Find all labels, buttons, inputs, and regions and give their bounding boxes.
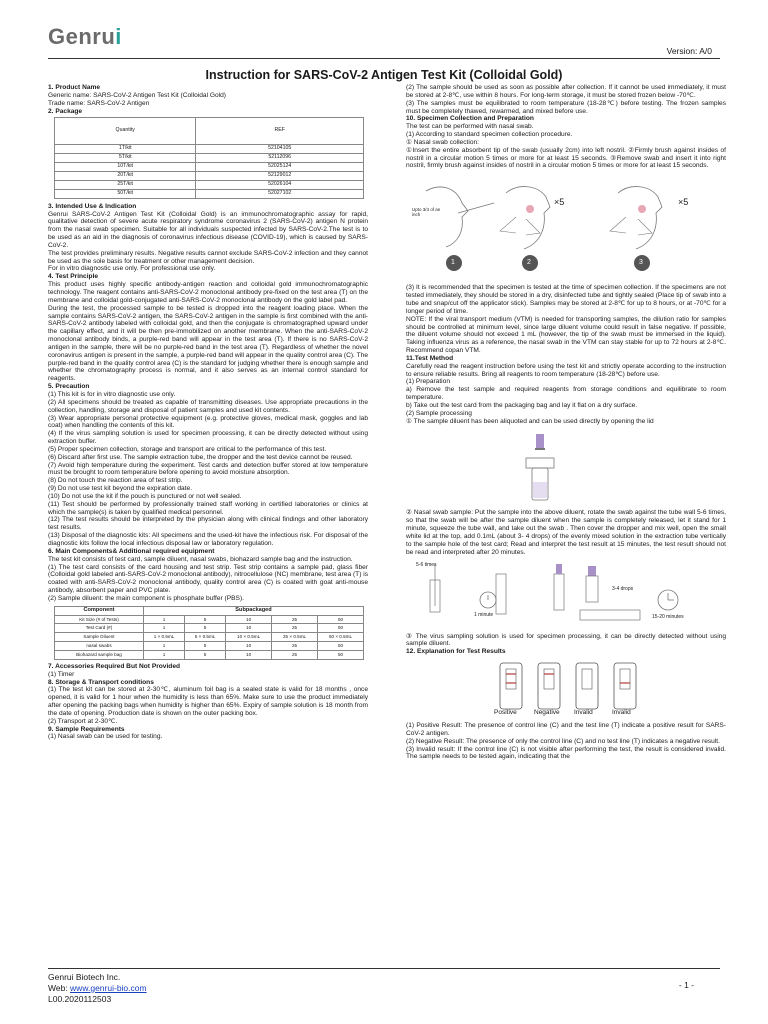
table-cell: 25 [272,642,318,651]
section-heading: 3. Intended Use & Indication [48,202,137,210]
paragraph: Trade name: SARS-CoV-2 Antigen [48,99,150,107]
table-cell: 25 × 0.5mL [272,633,318,642]
table-cell: 1T/kit [55,145,196,154]
logo-accent: i [115,24,122,49]
list-item: (3) Wear appropriate personal protective equipment (e.g. protective gloves, medical mask, goggles and lab coat) when handling the contents of this kit. [48,414,368,430]
table-cell: Biohazard sample bag [55,650,144,659]
table-cell: 1 [143,650,184,659]
paragraph: (2) Sample diluent: the main component is phosphate buffer (PBS). [48,594,244,602]
paragraph: (1) Preparation [406,378,450,386]
table-cell: 10 [226,650,272,659]
table-cell: 52104105 [196,145,364,154]
section-heading: 9. Sample Requirements [48,725,125,733]
table-cell: 5 [185,650,226,659]
list-item: (11) Test should be performed by professionally trained staff working in certified laboratories or clinics at which the sample(s) is taken by qualified medical personnel. [48,500,368,516]
paragraph: (3) It is recommended that the specimen is tested at the time of specimen collection. If the specimens are not tested immediately, they should be stored in a dry, disinfected tube and tightly sealed (Place tip of swab into a tube and snap/cut off the applicator stick). Samples may be stored at 2-8℃ for up to 8 hours, or at -70℃ for a longer period of time. [406,284,726,315]
table-cell: 50 [318,642,364,651]
step-number: 1 [451,259,455,267]
nasal-swab-figure [406,173,726,281]
genrui-logo [48,24,122,50]
table-cell: 5 [185,615,226,624]
diluent-tube-illustration [406,428,726,506]
table-cell: 25 [272,615,318,624]
list-item: (4) If the virus sampling solution is used for specimen processing, it can be directly detected without using extraction buffer. [48,430,368,446]
table-row [55,615,364,624]
table-cell: 1 [143,615,184,624]
table-header-cell: Component [55,606,144,615]
list-item: (7) Avoid high temperature during the experiment. Test cards and detection buffer stored at low temperature must be brought to room temperature before opening to avoid moisture absorption. [48,461,368,477]
table-cell: 25T/kit [55,180,196,189]
document-code: L00.2020112503 [48,994,112,1004]
paragraph: (1) According to standard specimen collection procedure. [406,131,573,139]
list-item: (12) The test results should be interpreted by the physician along with clinical findings and other laboratory test results. [48,516,368,532]
result-cassettes-illustration [406,659,726,711]
paragraph: (1) Positive Result: The presence of control line (C) and the test line (T) indicate a positive result for SARS-CoV-2 antigen. [406,722,726,737]
paragraph: ① The sample diluent has been aliquoted and can be used directly by opening the lid [406,417,654,425]
table-cell: 5 × 0.5mL [185,633,226,642]
paragraph: (1) The test card consists of the card housing and test strip. Test strip contains a sample pad, glass fiber (Colloidal gold labeled anti-SARS-CoV-2 monoclonal antibody), nitrocellulose (NC) membrane, test area (T) is coated with anti-SARS-CoV-2 monoclonal antibody, quality control area (C) is coated with goat anti-mouse antibody, absorbent paper and PVC plate. [48,563,368,595]
table-cell: 20T/kit [55,172,196,181]
paragraph: (2) Sample processing [406,409,472,417]
list-item: (9) Do not use test kit beyond the expiration date. [48,485,193,493]
paragraph: During the test, the processed sample to be tested is dropped into the reagent loading place. When the sample contains SARS-CoV-2 antigen, the SARS-CoV-2 antigen in the sample is first combined with the anti-SARS-CoV-2 antibody labeled with colloidal gold, and then the conjugate is chromatographed upward under the capillary effect, and it will be then pre-immobilized on another membrane. When the anti-SARS-CoV-2 monoclonal antibody binds, a purple-red band will appear in the test area (T). If there is no SARS-CoV-2 antigen in the sample, there will be no purple-red band in the test area (T). Regardless of whether the novel coronavirus antigen is present in the sample, a purple-red band will appear in the quality control area (C). The purple-red band in the quality control area (C) is the standard for judging whether there is enough sample and whether the chromatography process is normal, and it also serves as an internal control standard for reagents. [48,304,368,383]
table-cell: 50 [318,615,364,624]
step-number: 3 [639,259,643,267]
paragraph: ①Insert the entire absorbent tip of the swab (usually 2cm) into left nostril. ②Firmly brush against insides of nostril in a circular motion 5 times or more for at least 15 seconds. ③Remove swab and insert it into right nostril, firmly brush against insides of nostril in a circular motion 5 times or more for at least 15 seconds. [406,146,726,170]
paragraph: The test provides preliminary results. Negative results cannot exclude SARS-CoV-2 infection and they cannot be used as the sole basis for treatment or other management decision. [48,249,368,265]
paragraph: The test kit consists of test card, sample diluent, nasal swabs, biohazard sample bag and the instruction. [48,555,353,563]
section-heading: 2. Package [48,107,83,115]
paragraph: ② Nasal swab sample: Put the sample into the above diluent, rotate the swab against the tube wall 5-6 times, so that the swab will be after the sample diluent when the sample is completely released, let it stand for 1 minute, squeeze the tube wall, and take out the swab . Then cover the dropper and mix well, open the small white lid at the top, add 0.1mL (about 3- 4 drops) of the evenly mixed solution in the extraction tube vertically to the sample hole of the test card; Read and interpret the test result at 15 minutes, the test result should not be read and interpreted after 20 minutes. [406,509,726,556]
list-item: (6) Discard after first use. The sample extraction tube, the dropper and the test device cannot be reused. [48,453,353,461]
section-heading: 10. Specimen Collection and Preparation [406,115,534,123]
table-cell: 50T/kit [55,189,196,198]
table-cell: Kit Size (# of Tests) [55,615,144,624]
paragraph: (2) Negative Result: The presence of only the control line (C) and no test line (T) indicates a negative result. [406,737,720,745]
header-divider [48,58,720,59]
section-heading: 7. Accessories Required But Not Provided [48,662,181,670]
table-cell: 25 [272,624,318,633]
wait-label: 1 minute [474,611,494,618]
table-header-cell: REF [196,118,364,145]
table-cell: 52027102 [196,189,364,198]
insert-depth-label: Upto 3/4 of an inch [412,207,441,218]
table-header-cell: Subpackaged [143,606,363,615]
table-cell: 52112096 [196,154,364,163]
step-number: 2 [527,259,531,267]
list-item: (1) This kit is for in vitro diagnostic use only. [48,390,176,398]
table-cell: 5T/kit [55,154,196,163]
table-cell: 5 [185,642,226,651]
diluent-tube-figure [406,428,726,506]
result-label: Invalid [574,709,593,717]
rotation-label: 5-6 times [416,561,437,568]
table-cell: nasal swabs [55,642,144,651]
table-row [55,189,364,198]
section-heading: 6. Main Components& Additional required equipment [48,547,215,555]
paragraph: ① Nasal swab collection: [406,138,479,146]
paragraph: (2) Transport at 2-30℃. [48,717,118,725]
result-label: Positive [494,709,517,717]
list-item: (13) Disposal of the diagnostic kits: All specimens and the used-kit have the infectious risk. For disposal of the diagnostic kits follow the local infectious disposal law or laboratory regulation. [48,532,368,547]
section-heading: 8. Storage & Transport conditions [48,678,154,686]
table-header-row [55,118,364,145]
package-table [54,117,364,198]
table-cell: 50 × 0.5mL [318,633,364,642]
table-cell: 1 [143,624,184,633]
right-column [406,84,726,761]
paragraph: Genrui SARS-CoV-2 Antigen Test Kit (Colloidal Gold) is an immunochromatographic assay for rapid, qualitative detection of severe acute respiratory syndrome coronavirus 2 (SARS-CoV-2) antigen N protein from the nasal swab specimen. Suitable for all individuals suspected infected by SARS-CoV-2.The test is to be used as an aid in the diagnosis of coronavirus infectious disease (COVID-19), which is caused by SARS-CoV-2. [48,210,368,249]
read-time-label: 15-20 minutes [652,613,684,620]
list-item: (10) Do not use the kit if the pouch is punctured or not well sealed. [48,492,242,500]
logo-text: Genru [48,24,116,49]
table-cell: 1 [143,642,184,651]
paragraph: (1) Timer [48,670,75,678]
table-cell: 52129012 [196,172,364,181]
left-column [48,84,368,741]
table-cell: Sample Diluent [55,633,144,642]
table-row [55,642,364,651]
version-label: Version: A/0 [666,46,712,56]
table-header-cell: Quantity [55,118,196,145]
paragraph: b) Take out the test card from the packaging bag and lay it flat on a dry surface. [406,401,638,409]
paragraph: (2) The sample should be used as soon as possible after collection. If it cannot be used immediately, it must be stored at 2-8℃, use within 8 hours. For long-term storage, it must be stored frozen below -70℃. [406,84,726,99]
paragraph: (3) The samples must be equilibrated to room temperature (18-28℃) before testing. The frozen samples must be completely thawed, rewarmed, and mixed before use. [406,99,726,115]
table-cell: 52026104 [196,180,364,189]
list-item: (8) Do not touch the reaction area of test strip. [48,477,183,485]
table-row [55,163,364,172]
table-cell: 1 × 0.5mL [143,633,184,642]
paragraph: Carefully read the reagent instruction before using the test kit and strictly operate according to the instruction to ensure reliable results. Bring all reagents to room temperature (18-28℃) before use. [406,362,726,378]
list-item: (5) Proper specimen collection, storage and transport are critical to the performance of this test. [48,445,327,453]
table-row [55,154,364,163]
section-heading: 5. Precaution [48,383,90,391]
table-row [55,624,364,633]
paragraph: The test can be performed with nasal swab. [406,123,534,131]
company-name: Genrui Biotech Inc. [48,972,121,982]
paragraph: ③ The virus sampling solution is used for specimen processing, it can be directly detected without using sample diluent. [406,632,726,648]
page-number: - 1 - [678,980,694,990]
paragraph: a) Remove the test sample and required reagents from storage conditions and equilibrate to room temperature. [406,386,726,402]
table-cell: 50 [318,624,364,633]
table-cell: 10 [226,615,272,624]
table-cell: 52025124 [196,163,364,172]
result-label: Negative [534,709,560,717]
results-figure [406,659,726,719]
times-label: ×5 [678,197,689,208]
section-heading: 4. Test Principle [48,273,99,281]
table-cell: 10T/kit [55,163,196,172]
table-header-row [55,606,364,615]
website-line [48,983,147,993]
paragraph: (1) Nasal swab can be used for testing. [48,733,163,741]
table-row [55,650,364,659]
drops-label: 3-4 drops [612,585,634,592]
section-heading: 1. Product Name [48,84,101,91]
table-cell: 10 × 0.5mL [226,633,272,642]
table-row [55,633,364,642]
components-table [54,606,364,660]
list-item: (2) All specimens should be treated as capable of transmitting diseases. Use appropriate precautions in the collection, handling, storage and disposal of patient samples and used kit contents. [48,398,368,414]
table-row [55,145,364,154]
footer-divider [48,968,720,969]
section-heading: 11.Test Method [406,354,454,362]
website-link[interactable]: www.genrui-bio.com [70,983,147,993]
paragraph: Generic name: SARS-CoV-2 Antigen Test Kit (Colloidal Gold) [48,91,226,99]
section-heading: 12. Explanation for Test Results [406,648,506,656]
test-procedure-figure [406,560,726,630]
document-title: Instruction for SARS-CoV-2 Antigen Test Kit (Colloidal Gold) [205,68,563,82]
table-cell: 10 [226,642,272,651]
table-cell: 25 [272,650,318,659]
paragraph: (3) Invalid result: If the control line (C) is not visible after performing the test, the result is considered invalid. The sample needs to be tested again, indicating that the [406,745,726,761]
times-label: ×5 [554,197,565,208]
table-row [55,180,364,189]
table-cell: 50 [318,650,364,659]
paragraph: NOTE: If the viral transport medium (VTM) is needed for transporting samples, the dilution ratio for samples should be controlled at minimum level, since large diluent volume could result in false negative. If possible, the diluent volume should not exceed 1 mL (however, the tip of the swab must be immersed in the liquid). Taking influenza virus as a reference, the nasal swab in the VTM can stay stable for up to 72 hours at 2-8℃. Recommend copan VTM. [406,315,726,355]
table-row [55,172,364,181]
table-cell: 10 [226,624,272,633]
paragraph: This product uses highly specific antibody-antigen reaction and colloidal gold immunochromatographic technology. The reagent contains anti-SARS-CoV-2 monoclonal antibody pre-fixed on the test area (T) on the membrane and colloidal gold-conjugated anti-SARS-CoV-2 monoclonal antibody on the gold label pad. [48,281,368,304]
paragraph: For in vitro diagnostic use only. For professional use only. [48,265,216,273]
table-cell: Test Card (#) [55,624,144,633]
paragraph: (1) The test kit can be stored at 2-30℃, aluminum foil bag is a sealed state is valid for 18 months , once opened, it is valid for 1 hour when the humidity is less than 65%. Make sure to use the product immediately after opening the packing bags when humidity is higher than 65%. Expiry of sample solution is 18 month from the date of opening. Production date is shown on the outer packing box. [48,686,368,717]
table-cell: 5 [185,624,226,633]
result-label: Invalid [612,709,631,717]
website-label: Web: [48,983,71,993]
